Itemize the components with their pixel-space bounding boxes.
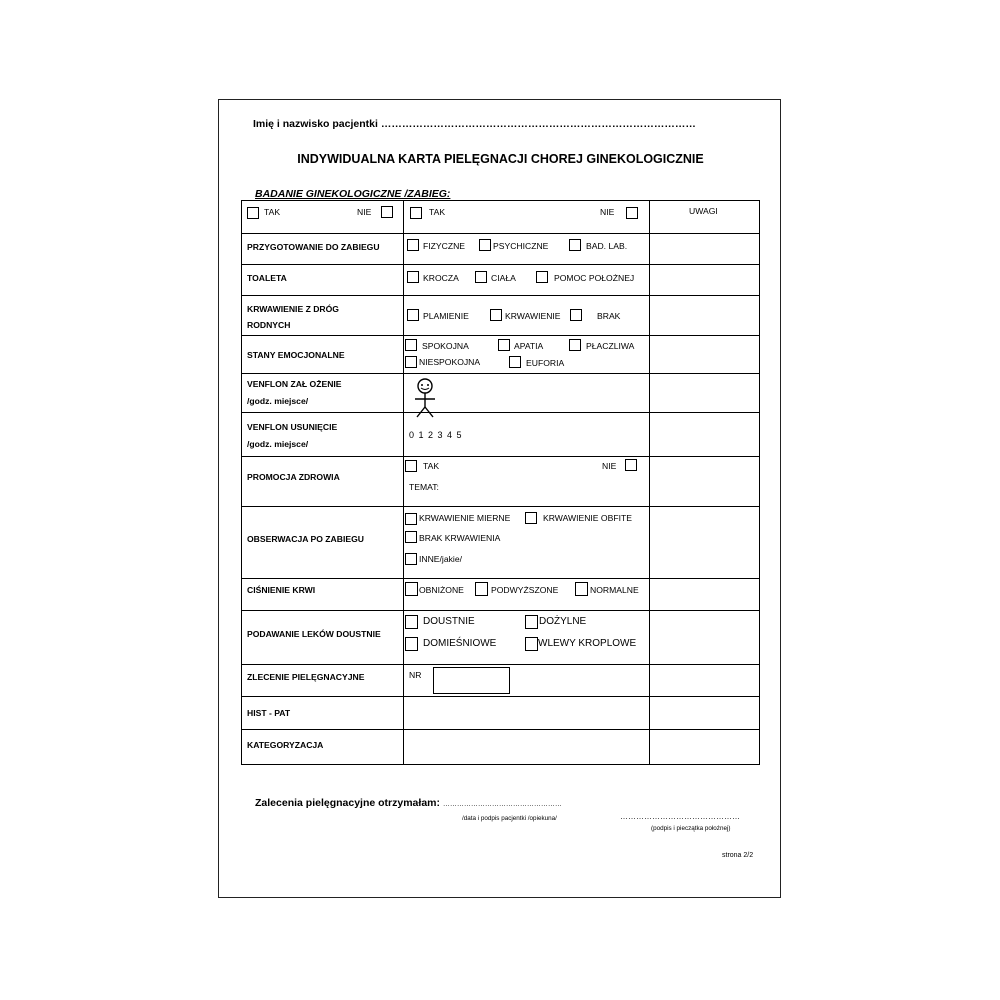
option-plamienie: PLAMIENIE <box>423 311 469 321</box>
checkbox-placzliwa[interactable] <box>569 339 581 351</box>
row-divider <box>242 373 759 374</box>
row-label-promocja: PROMOCJA ZDROWIA <box>247 472 340 482</box>
page-number: strona 2/2 <box>722 852 754 859</box>
option-wlewy-kroplowe: WLEWY KROPLOWE <box>538 638 637 649</box>
option-krwawienie: KRWAWIENIE <box>505 311 561 321</box>
row-label-hist-pat: HIST - PAT <box>247 708 291 718</box>
checkbox-krwawienie[interactable] <box>490 309 502 321</box>
row-divider <box>242 696 759 697</box>
row-label-krwawienie-2: RODNYCH <box>247 320 291 330</box>
stick-figure-icon <box>409 377 441 425</box>
midwife-signature-dots: ……………………………………… <box>620 812 740 821</box>
checkbox-wlewy-kroplowe[interactable] <box>525 637 538 651</box>
patient-name-dots: ……………………………………………………………………………… <box>380 118 696 130</box>
option-psychiczne: PSYCHICZNE <box>493 241 549 251</box>
row-divider <box>242 335 759 336</box>
pain-scale: 0 1 2 3 4 5 <box>409 430 463 440</box>
checkbox-krwawienie-mierne[interactable] <box>405 513 417 525</box>
checkbox-doustnie[interactable] <box>405 615 418 629</box>
row-divider <box>242 264 759 265</box>
checkbox-plamienie[interactable] <box>407 309 419 321</box>
row-divider <box>242 506 759 507</box>
tak-label-1: TAK <box>264 207 281 217</box>
uwagi-header: UWAGI <box>689 206 718 216</box>
checkbox-dozylne[interactable] <box>525 615 538 629</box>
care-table <box>241 200 760 765</box>
option-krwawienie-obfite: KRWAWIENIE OBFITE <box>543 513 632 523</box>
checkbox-promocja-tak[interactable] <box>405 460 417 472</box>
option-normalne: NORMALNE <box>590 585 639 595</box>
row-label-venflon-usun-2: /godz. miejsce/ <box>247 439 309 449</box>
column-divider <box>403 201 404 764</box>
tak-checkbox-1[interactable] <box>247 207 259 219</box>
option-placzliwa: PŁACZLIWA <box>586 341 635 351</box>
checkbox-pomoc-poloznej[interactable] <box>536 271 548 283</box>
option-apatia: APATIA <box>514 341 544 351</box>
row-label-stany: STANY EMOCJONALNE <box>247 350 345 360</box>
midwife-signature-caption: (podpis i pieczątka położnej) <box>651 825 731 832</box>
row-label-toaleta: TOALETA <box>247 273 287 283</box>
row-label-venflon-zal-2: /godz. miejsce/ <box>247 396 309 406</box>
option-podwyzszone: PODWYŻSZONE <box>491 585 559 595</box>
row-divider <box>242 233 759 234</box>
checkbox-niespokojna[interactable] <box>405 356 417 368</box>
nr-label: NR <box>409 670 422 680</box>
option-spokojna: SPOKOJNA <box>422 341 469 351</box>
row-divider <box>242 295 759 296</box>
option-fizyczne: FIZYCZNE <box>423 241 466 251</box>
option-brak-krwawienia: BRAK KRWAWIENIA <box>419 533 501 543</box>
row-divider <box>242 578 759 579</box>
option-ciala: CIAŁA <box>491 273 516 283</box>
checkbox-inne[interactable] <box>405 553 417 565</box>
row-divider <box>242 412 759 413</box>
checkbox-krwawienie-obfite[interactable] <box>525 512 537 524</box>
row-divider <box>242 456 759 457</box>
checkbox-psychiczne[interactable] <box>479 239 491 251</box>
option-obnizone: OBNIŻONE <box>419 585 464 595</box>
option-niespokojna: NIESPOKOJNA <box>419 357 481 367</box>
option-dozylne: DOŻYLNE <box>539 616 587 627</box>
row-divider <box>242 664 759 665</box>
checkbox-obnizone[interactable] <box>405 582 418 596</box>
checkbox-ciala[interactable] <box>475 271 487 283</box>
checkbox-apatia[interactable] <box>498 339 510 351</box>
checkbox-promocja-nie[interactable] <box>625 459 637 471</box>
nie-label-2: NIE <box>600 207 615 217</box>
nie-checkbox-2[interactable] <box>626 207 638 219</box>
page-title: INDYWIDUALNA KARTA PIELĘGNACJI CHOREJ GINEKOLOGICZNIE <box>297 152 704 166</box>
option-brak: BRAK <box>597 311 621 321</box>
row-label-cisnienie: CIŚNIENIE KRWI <box>247 585 316 595</box>
row-label-obserwacja: OBSERWACJA PO ZABIEGU <box>247 534 364 544</box>
option-pomoc-poloznej: POMOC POŁOŻNEJ <box>554 273 635 283</box>
checkbox-brak-krwawienia[interactable] <box>405 531 417 543</box>
row-divider <box>242 610 759 611</box>
option-doustnie: DOUSTNIE <box>423 616 475 627</box>
row-label-kategoryzacja: KATEGORYZACJA <box>247 740 324 750</box>
row-label-zlecenie: ZLECENIE PIELĘGNACYJNE <box>247 672 365 682</box>
form-page <box>218 99 781 898</box>
promocja-temat-label: TEMAT: <box>409 482 439 492</box>
option-domiesniowe: DOMIEŚNIOWE <box>423 638 497 649</box>
nr-input-box[interactable] <box>433 667 510 694</box>
checkbox-brak[interactable] <box>570 309 582 321</box>
recommendations-dots: …………………………………………… <box>442 801 562 808</box>
row-divider <box>242 729 759 730</box>
column-divider <box>649 201 650 764</box>
row-label-venflon-zal-1: VENFLON ZAŁ OŻENIE <box>247 379 342 389</box>
patient-name-label: Imię i nazwisko pacjentki <box>253 118 378 130</box>
row-label-venflon-usun-1: VENFLON USUNIĘCIE <box>247 422 338 432</box>
checkbox-bad-lab[interactable] <box>569 239 581 251</box>
option-krwawienie-mierne: KRWAWIENIE MIERNE <box>419 513 511 523</box>
promocja-nie-label: NIE <box>602 461 617 471</box>
row-label-krwawienie-1: KRWAWIENIE Z DRÓG <box>247 304 339 314</box>
checkbox-podwyzszone[interactable] <box>475 582 488 596</box>
row-label-przygotowanie: PRZYGOTOWANIE DO ZABIEGU <box>247 242 380 252</box>
tak-checkbox-2[interactable] <box>410 207 422 219</box>
checkbox-fizyczne[interactable] <box>407 239 419 251</box>
patient-name-line <box>253 118 696 130</box>
option-bad-lab: BAD. LAB. <box>586 241 628 251</box>
row-label-leki: PODAWANIE LEKÓW DOUSTNIE <box>247 629 381 639</box>
nie-label-1: NIE <box>357 207 372 217</box>
recommendations-label: Zalecenia pielęgnacyjne otrzymałam: <box>255 797 440 809</box>
option-euforia: EUFORIA <box>526 358 565 368</box>
checkbox-normalne[interactable] <box>575 582 588 596</box>
recommendations-received <box>255 797 562 809</box>
section-subtitle: BADANIE GINEKOLOGICZNE /ZABIEG: <box>255 188 451 200</box>
checkbox-spokojna[interactable] <box>405 339 417 351</box>
nie-checkbox-1[interactable] <box>381 206 393 218</box>
checkbox-domiesniowe[interactable] <box>405 637 418 651</box>
patient-signature-caption: /data i podpis pacjentki /opiekuna/ <box>462 815 557 822</box>
checkbox-krocza[interactable] <box>407 271 419 283</box>
tak-label-2: TAK <box>429 207 446 217</box>
option-inne: INNE/jakie/ <box>419 554 462 564</box>
promocja-tak-label: TAK <box>423 461 440 471</box>
checkbox-euforia[interactable] <box>509 356 521 368</box>
option-krocza: KROCZA <box>423 273 459 283</box>
